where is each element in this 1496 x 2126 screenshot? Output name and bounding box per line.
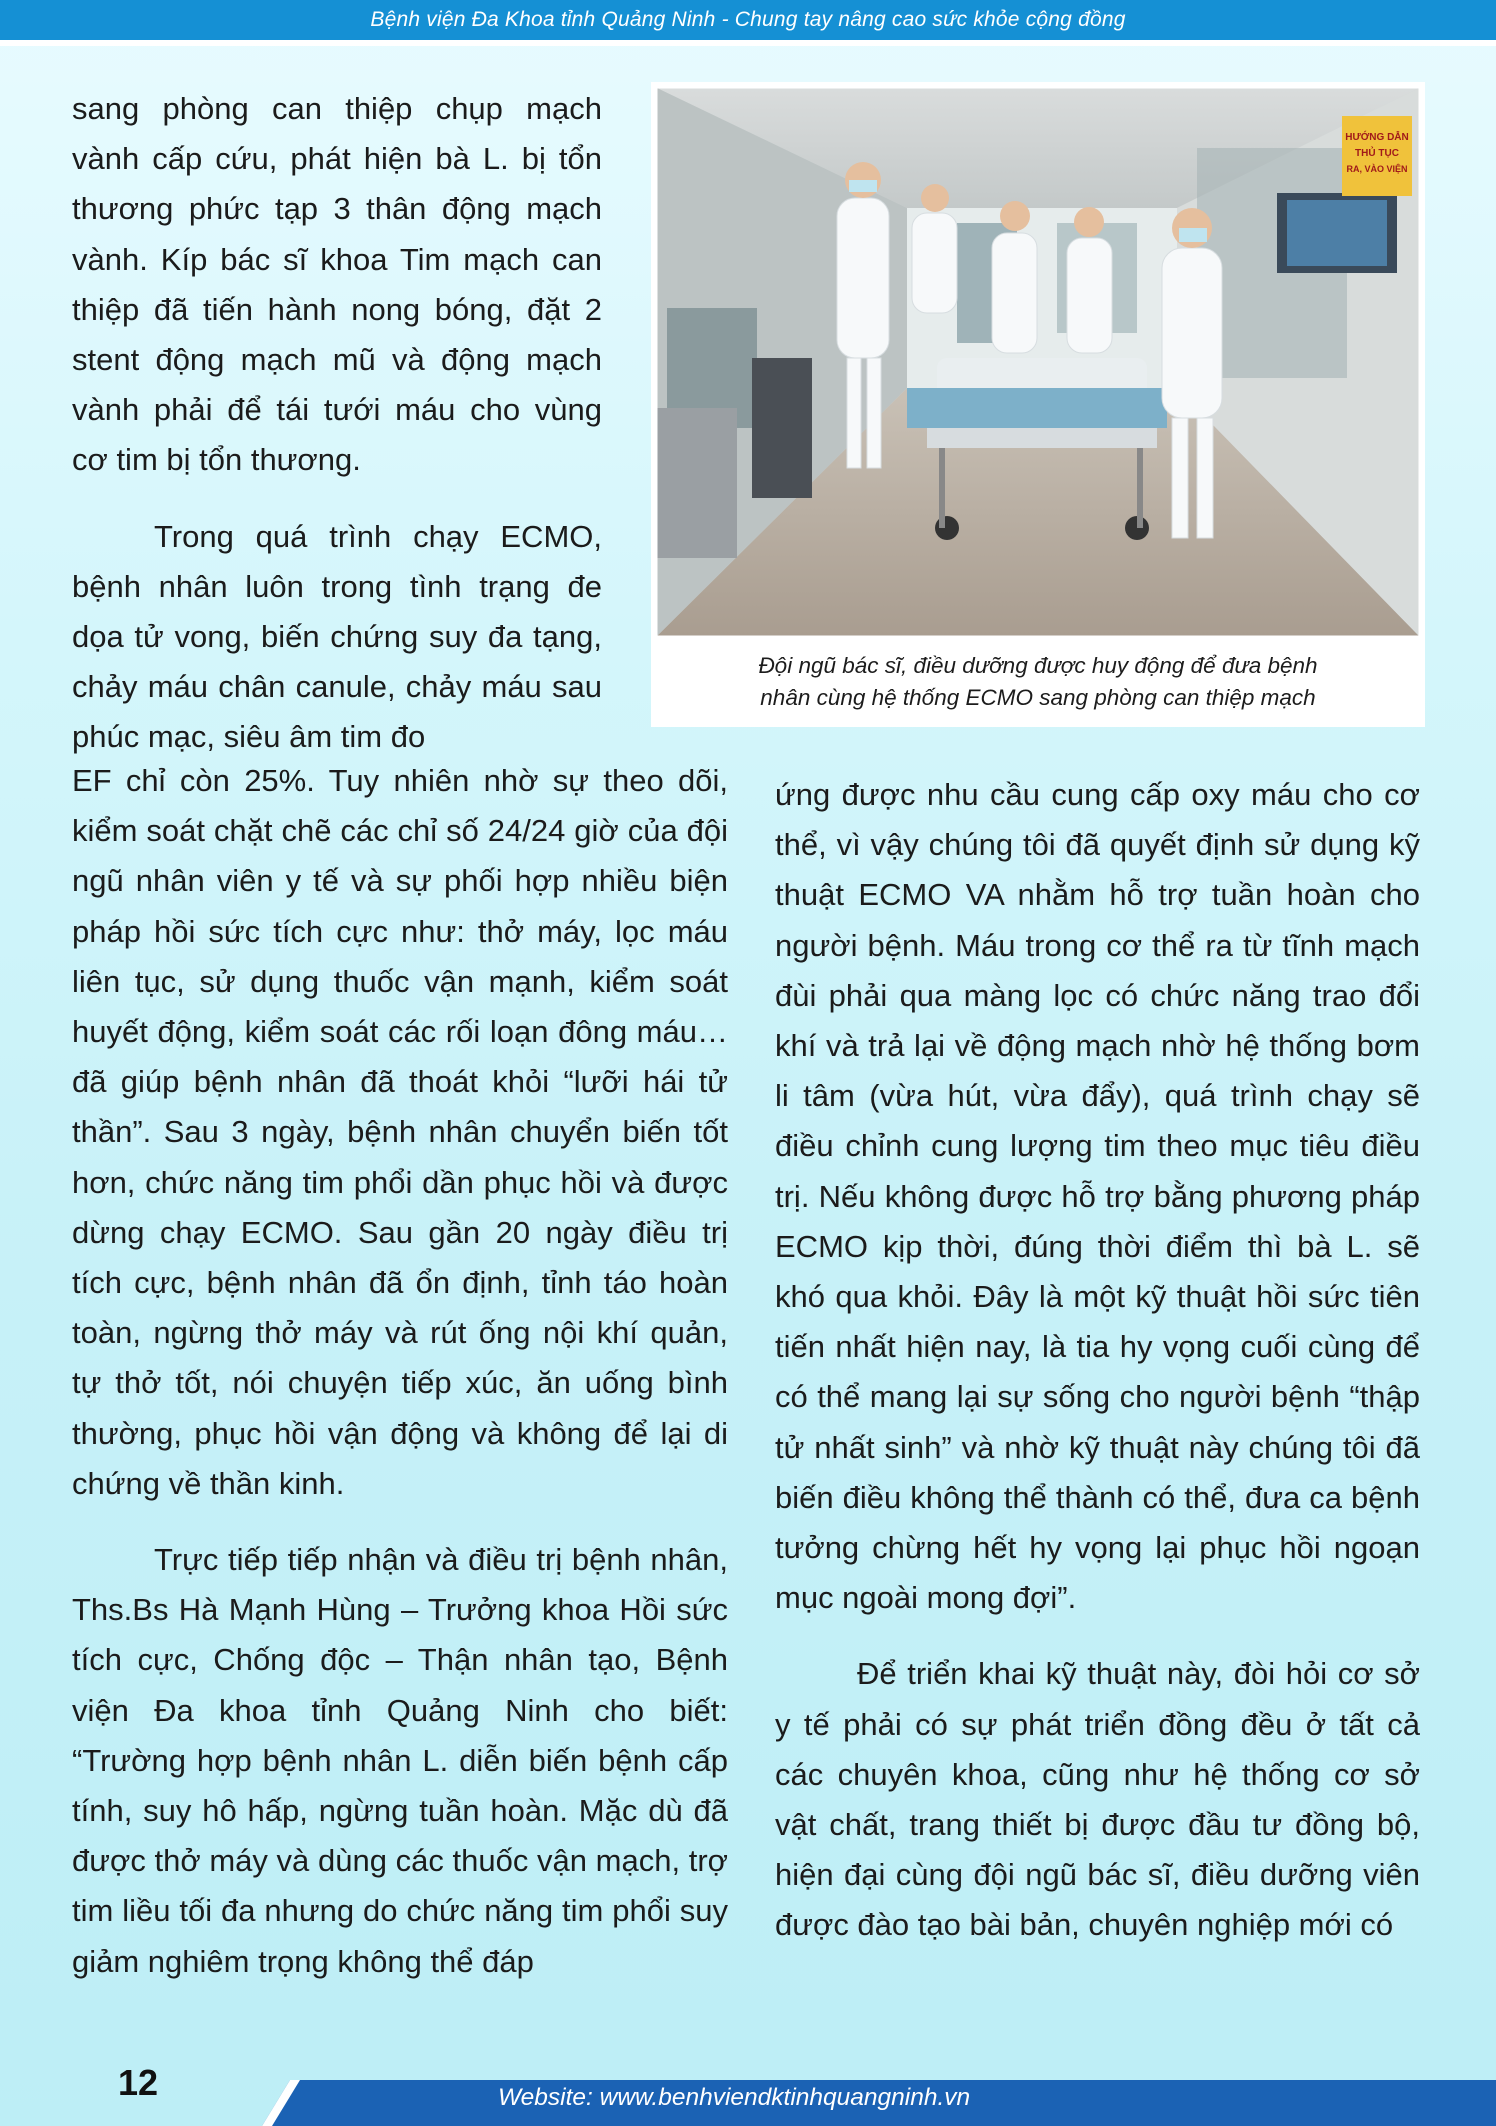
paragraph: sang phòng can thiệp chụp mạch vành cấp cứu, phát hiện bà L. bị tổn thương phức tạp 3 thân động mạch vành. Kíp bác sĩ khoa Tim mạch can thiệp đã tiến hành nong bóng, đặt 2 stent động mạch mũ và động mạch vành phải để tái tưới máu cho vùng cơ tim bị tổn thương. xyxy=(72,91,602,478)
photo-hospital-corridor xyxy=(657,88,1419,636)
article-column-right xyxy=(775,770,1420,1951)
header-divider xyxy=(0,40,1496,46)
running-header xyxy=(0,0,1496,40)
sign-text: THỦ TỤC xyxy=(1355,148,1399,159)
photo-caption xyxy=(651,637,1425,727)
paragraph: Trong quá trình chạy ECMO, bệnh nhân luôn trong tình trạng đe dọa tử vong, biến chứng suy đa tạng, chảy máu chân canule, chảy máu sau phúc mạc, siêu âm tim đo xyxy=(72,518,602,755)
paragraph: ứng được nhu cầu cung cấp oxy máu cho cơ thể, vì vậy chúng tôi đã quyết định sử dụng kỹ thuật ECMO VA nhằm hỗ trợ tuần hoàn cho người bệnh. Máu trong cơ thể ra từ tĩnh mạch đùi phải qua màng lọc có chức năng trao đổi khí và trả lại về động mạch nhờ hệ thống bơm li tâm (vừa hút, vừa đẩy), quá trình chạy sẽ điều chỉnh cung lượng tim theo mục tiêu điều trị. Nếu không được hỗ trợ bằng phương pháp ECMO kịp thời, đúng thời điểm thì bà L. sẽ khó qua khỏi. Đây là một kỹ thuật hồi sức tiên tiến nhất hiện nay, là tia hy vọng cuối cùng để có thể mang lại sự sống cho người bệnh “thập tử nhất sinh” và nhờ kỹ thuật này chúng tôi đã biến điều không thể thành có thể, đưa ca bệnh tưởng chừng hết hy vọng lại phục hồi ngoạn mục ngoài mong đợi”. xyxy=(775,777,1420,1616)
sign-text: RA, VÀO VIỆN xyxy=(1346,164,1408,174)
article-photo xyxy=(651,82,1425,642)
footer-website: Website: www.benhviendktinhquangninh.vn xyxy=(498,2084,971,2111)
paragraph: EF chỉ còn 25%. Tuy nhiên nhờ sự theo dõi, kiểm soát chặt chẽ các chỉ số 24/24 giờ của đội ngũ nhân viên y tế và sự phối hợp nhiều biện pháp hồi sức tích cực như: thở máy, lọc máu liên tục, sử dụng thuốc vận mạnh, kiểm soát huyết động, kiểm soát các rối loạn đông máu… đã giúp bệnh nhân đã thoát khỏi “lưỡi hái tử thần”. Sau 3 ngày, bệnh nhân chuyển biến tốt hơn, chức năng tim phổi dần phục hồi và được dừng chạy ECMO. Sau gần 20 ngày điều trị tích cực, bệnh nhân đã ổn định, tỉnh táo hoàn toàn, ngừng thở máy và rút ống nội khí quản, tự thở tốt, nói chuyện tiếp xúc, ăn uống bình thường, phục hồi vận động và không để lại di chứng về thần kinh. xyxy=(72,763,728,1501)
running-header-title: Bệnh viện Đa Khoa tỉnh Quảng Ninh - Chung tay nâng cao sức khỏe cộng đồng xyxy=(370,8,1126,31)
paragraph: Trực tiếp tiếp nhận và điều trị bệnh nhân, Ths.Bs Hà Mạnh Hùng – Trưởng khoa Hồi sức tích cực, Chống độc – Thận nhân tạo, Bệnh viện Đa khoa tỉnh Quảng Ninh cho biết: “Trường hợp bệnh nhân L. diễn biến bệnh cấp tính, suy hô hấp, ngừng tuần hoàn. Mặc dù đã được thở máy và dùng các thuốc vận mạch, trợ tim liều tối đa nhưng do chức năng tim phổi suy giảm nghiêm trọng không thể đáp xyxy=(72,1542,728,1979)
article-column-left-top xyxy=(72,84,602,763)
page-number: 12 xyxy=(118,2062,159,2103)
paragraph: Để triển khai kỹ thuật này, đòi hỏi cơ sở y tế phải có sự phát triển đồng đều ở tất cả các chuyên khoa, cũng như hệ thống cơ sở vật chất, trang thiết bị được đầu tư đồng bộ, hiện đại cùng đội ngũ bác sĩ, điều dưỡng viên được đào tạo bài bản, chuyên nghiệp mới có xyxy=(775,1656,1420,1943)
caption-line: Đội ngũ bác sĩ, điều dưỡng được huy động để đưa bệnh xyxy=(758,653,1318,678)
article-column-left xyxy=(72,756,728,1987)
sign-text: HƯỚNG DẪN xyxy=(1345,132,1409,143)
caption-line: nhân cùng hệ thống ECMO sang phòng can thiệp mạch xyxy=(760,685,1316,710)
